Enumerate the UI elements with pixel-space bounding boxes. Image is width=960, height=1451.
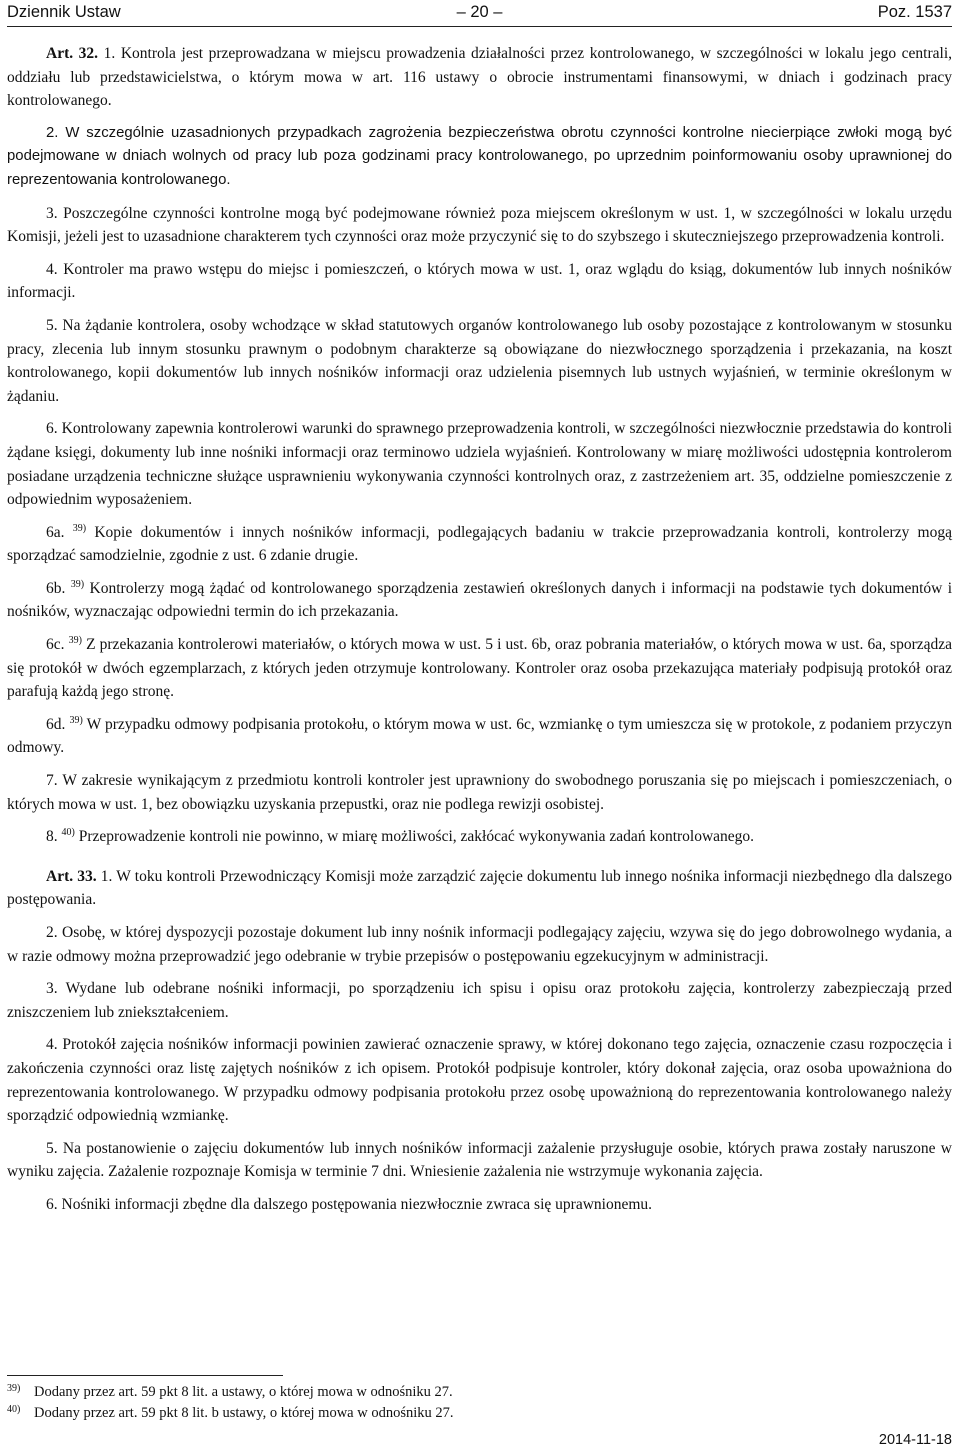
paragraph-text: W zakresie wynikającym z przedmiotu kontroli kontroler jest uprawniony do swobodnego poruszania się po miejscach i pomieszczeniach, o których mowa w ust. 1, bez obowiązku uzyskania przepustki, oraz nie podlega rewizji osobistej. bbox=[7, 772, 952, 813]
footnote-text: Dodany przez art. 59 pkt 8 lit. a ustawy, o której mowa w odnośniku 27. bbox=[34, 1384, 453, 1400]
paragraph bbox=[7, 1193, 952, 1217]
paragraph bbox=[7, 1033, 952, 1127]
page-number: – 20 – bbox=[456, 3, 503, 21]
document-body bbox=[7, 42, 952, 1226]
footnotes bbox=[7, 1382, 952, 1424]
paragraph bbox=[7, 977, 952, 1024]
paragraph bbox=[7, 769, 952, 816]
paragraph-text: W przypadku odmowy podpisania protokołu, o którym mowa w ust. 6c, wzmiankę o tym umieszcza się w protokole, z podaniem przyczyn odmowy. bbox=[7, 715, 952, 757]
position-number: Poz. 1537 bbox=[877, 3, 952, 21]
paragraph-number: 4. bbox=[46, 1036, 58, 1054]
footnote-mark: 40) bbox=[7, 1404, 21, 1415]
paragraph-text: W szczególnie uzasadnionych przypadkach zagrożenia bezpieczeństwa obrotu czynności kontrolne niecierpiące zwłoki mogą być podejmowane w dniach wolnych od pracy lub poza godzinami pracy kontrolowanego, po uprzednim poinformowaniu osoby uprawnionej do reprezentowania kontrolowanego. bbox=[7, 124, 953, 188]
paragraph bbox=[7, 577, 952, 624]
footnote-reference[interactable]: 39) bbox=[72, 522, 87, 534]
paragraph-text: Poszczególne czynności kontrolne mogą być podejmowane również poza miejscem określonym w ust. 1, w szczególności w lokalu urzędu Komisji, jeżeli jest to uzasadnione charakterem tych czynności oraz może przyczynić się to do szybszego i skuteczniejszego przeprowadzenia kontroli. bbox=[7, 204, 953, 246]
paragraph-text: Nośniki informacji zbędne dla dalszego postępowania niezwłocznie zwraca się uprawnionemu. bbox=[61, 1195, 653, 1213]
paragraph bbox=[7, 122, 952, 193]
paragraph-number: 3. bbox=[46, 980, 58, 998]
footnote bbox=[7, 1403, 952, 1424]
paragraph bbox=[7, 633, 952, 704]
paragraph-text: Kopie dokumentów i innych nośników informacji, podlegających badaniu w trakcie przeprowadzania kontroli, kontrolerzy mogą sporządzać samodzielnie, zgodnie z ust. 6 zdanie drugie. bbox=[7, 523, 952, 565]
paragraph-text: Kontroler ma prawo wstępu do miejsc i pomieszczeń, o których mowa w ust. 1, oraz wglądu do ksiąg, dokumentów lub innych nośników informacji. bbox=[7, 260, 953, 302]
paragraph-text: W toku kontroli Przewodniczący Komisji może zarządzić zajęcie dokumentu lub innego nośnika informacji niezbędnego dla dalszego postępowania. bbox=[7, 867, 953, 909]
paragraph-number: 5. bbox=[46, 316, 58, 334]
paragraph-text: Wydane lub odebrane nośniki informacji, po sporządzeniu ich spisu i opisu oraz protokołu zajęcia, kontrolerzy zabezpieczają przed zniszczeniem lub zniekształceniem. bbox=[7, 980, 952, 1021]
paragraph-number: 6a. bbox=[46, 523, 65, 541]
footnote-reference[interactable]: 40) bbox=[61, 827, 75, 839]
page-header bbox=[7, 0, 952, 24]
paragraph bbox=[7, 314, 952, 408]
paragraph-number: 6b. bbox=[46, 579, 66, 597]
publication-date: 2014-11-18 bbox=[878, 1432, 952, 1448]
paragraph-number: 6. bbox=[46, 420, 58, 438]
paragraph-number: 2. bbox=[46, 124, 59, 141]
paragraph-number: 7. bbox=[46, 772, 58, 790]
paragraph bbox=[7, 202, 952, 249]
footnote-reference[interactable]: 39) bbox=[69, 714, 83, 726]
paragraph-text: Osobę, w której dyspozycji pozostaje dokument lub inny nośnik informacji podlegający zajęciu, wzywa się do jego dobrowolnego wydania, a w razie odmowy można przeprowadzić jego odebranie w trybie przepisów o postępowaniu egzekucyjnym w administracji. bbox=[7, 924, 953, 965]
paragraph-text: Przeprowadzenie kontroli nie powinno, w miarę możliwości, zakłócać wykonywania zadań kontrolowanego. bbox=[78, 828, 755, 846]
paragraph-number: 4. bbox=[46, 260, 58, 278]
paragraph-text: Na żądanie kontrolera, osoby wchodzące w skład statutowych organów kontrolowanego lub osoby pozostające z kontrolowanym w stosunku pracy, zlecenia lub innym stosunku prawnym o podobnym charakterze są obowiązane do niezwłocznego sporządzenia i przekazania, na koszt kontrolowanego, kopii dokumentów lub innych nośników informacji oraz udzielenia pisemnych lub ustnych wyjaśnień, w terminie określonym w żądaniu. bbox=[7, 316, 952, 405]
paragraph bbox=[7, 825, 952, 849]
footnote bbox=[7, 1382, 952, 1403]
paragraph-number: 5. bbox=[46, 1139, 58, 1157]
footnote-text: Dodany przez art. 59 pkt 8 lit. b ustawy, o której mowa w odnośniku 27. bbox=[34, 1405, 454, 1421]
paragraph bbox=[7, 417, 952, 511]
paragraph bbox=[7, 258, 952, 305]
paragraph-text: Kontrolerzy mogą żądać od kontrolowanego sporządzenia zestawień określonych danych i informacji na podstawie tych dokumentów i nośników, wyznaczając odpowiedni termin do ich przekazania. bbox=[7, 579, 953, 621]
paragraph-number: 6. bbox=[46, 1195, 58, 1213]
paragraph-text: Na postanowienie o zajęciu dokumentów lub innych nośników informacji zażalenie przysługuje osobie, których prawa zostały naruszone w wyniku zajęcia. Zażalenie rozpoznaje Komisja w terminie 7 dni. Wniesienie zażalenia nie wstrzymuje wykonania zajęcia. bbox=[7, 1139, 953, 1181]
paragraph bbox=[7, 1137, 952, 1184]
paragraph-number: 8. bbox=[46, 828, 58, 846]
footnote-separator bbox=[7, 1375, 283, 1376]
header-rule bbox=[7, 26, 952, 27]
paragraph-number: 3. bbox=[46, 204, 58, 222]
footnote-reference[interactable]: 39) bbox=[70, 578, 85, 590]
paragraph-number: 1. bbox=[100, 867, 113, 885]
paragraph-number: 2. bbox=[46, 924, 58, 941]
paragraph-number: 1. bbox=[103, 45, 116, 62]
paragraph bbox=[7, 42, 952, 113]
paragraph bbox=[7, 865, 952, 912]
paragraph-text: Kontrolowany zapewnia kontrolerowi warunki do sprawnego przeprowadzenia kontroli, w szczególności niezwłocznie przedstawia do kontroli żądane księgi, dokumenty lub inne nośniki informacji oraz terminowo udziela wyjaśnień. Kontrolowany w miarę możliwości udostępnia kontrolerom posiadane urządzenia techniczne służące usprawnieniu wykonywania czynności kontrolnych oraz, z zastrzeżeniem art. 35, oddzielne pomieszczenie z odpowiednim wyposażeniem. bbox=[7, 420, 953, 509]
footnote-reference[interactable]: 39) bbox=[68, 634, 82, 646]
article-heading: Art. 32. bbox=[46, 45, 99, 62]
article-heading: Art. 33. bbox=[46, 867, 97, 885]
footnote-mark: 39) bbox=[7, 1383, 21, 1394]
paragraph-number: 6c. bbox=[46, 636, 65, 654]
paragraph-text: Protokół zajęcia nośników informacji powinien zawierać oznaczenie sprawy, w której dokonano tego zajęcia, oznaczenie czasu rozpoczęcia i zakończenia czynności oraz listę zajętych nośników z ich opisem. Protokół podpisuje kontroler, który dokonał zajęcia, oraz osoba upoważniona do reprezentowania kontrolowanego. W przypadku odmowy podpisania protokołu przez osobę upoważnioną do reprezentowania kontrolowanego należy sporządzić odpowiednią wzmiankę. bbox=[7, 1036, 953, 1125]
paragraph-text: Z przekazania kontrolerowi materiałów, o których mowa w ust. 5 i ust. 6b, oraz pobrania materiałów, o których mowa w ust. 6a, sporządza się protokół w dwóch egzemplarzach, z których jeden otrzymuje kontrolowany. Kontroler oraz osoba przekazująca materiały podpisują protokół oraz parafują każdą jego stronę. bbox=[7, 636, 953, 701]
paragraph bbox=[7, 921, 952, 968]
paragraph-text: Kontrola jest przeprowadzana w miejscu prowadzenia działalności przez kontrolowanego, w szczególności w lokalu jego centrali, oddziału lub przedstawicielstwa, o którym mowa w art. 116 ustawy o obrocie instrumentami finansowymi, w dniach i godzinach pracy kontrolowanego. bbox=[7, 45, 952, 110]
paragraph bbox=[7, 713, 952, 760]
paragraph bbox=[7, 521, 952, 568]
publication-title: Dziennik Ustaw bbox=[7, 3, 121, 21]
paragraph-number: 6d. bbox=[46, 715, 66, 733]
